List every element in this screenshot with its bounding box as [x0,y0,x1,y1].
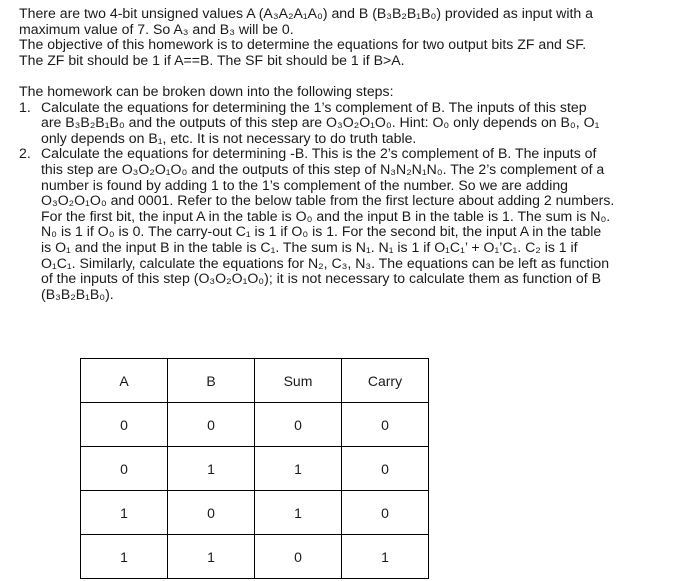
intro-line: The objective of this homework is to determine the equations for two output bits ZF and SF. [19,36,587,53]
table-row [81,403,429,447]
cell-a: 0 [81,403,168,447]
cell-b: 1 [168,535,255,579]
cell-sum: 0 [255,403,342,447]
step-line: of the inputs of this step (O₃O₂O₁O₀); it is not necessary to calculate them as function of B [41,270,601,287]
step-line: this step are O₃O₂O₁O₀ and the outputs of this step of N₃N₂N₁N₀. The 2’s complement of a [41,160,605,177]
step-line: O₃O₂O₁O₀ and 0001. Refer to the below table from the first lecture about adding 2 numbers. [41,192,615,209]
header-b: B [168,359,255,403]
step-line: O₁C₁. Similarly, calculate the equations for N₂, C₃, N₃. The equations can be left as function [41,254,610,271]
cell-a: 1 [81,491,168,535]
step-number: 1. [19,98,31,115]
header-sum: Sum [255,359,342,403]
header-a: A [81,359,168,403]
cell-carry: 0 [342,403,429,447]
cell-b: 0 [168,403,255,447]
cell-sum: 0 [255,535,342,579]
step-item-1 [19,100,679,147]
step-line: Calculate the equations for determining -B. This is the 2’s complement of B. The inputs of [41,145,597,162]
step-item-2 [19,146,679,302]
step-line: For the first bit, the input A in the table is O₀ and the input B in the table is 1. The sum is N₀. [41,207,611,224]
table-row [81,535,429,579]
cell-carry: 0 [342,491,429,535]
steps-intro: The homework can be broken down into the following steps: [19,82,394,99]
cell-b: 1 [168,447,255,491]
cell-sum: 1 [255,447,342,491]
cell-carry: 0 [342,447,429,491]
step-line: only depends on B₁, etc. It is not necessary to do truth table. [41,129,417,146]
cell-a: 0 [81,447,168,491]
intro-line: The ZF bit should be 1 if A==B. The SF bit should be 1 if B>A. [19,51,405,68]
intro-line: maximum value of 7. So A₃ and B₃ will be 0. [19,20,294,37]
intro-paragraph [19,6,679,68]
intro-line: There are two 4-bit unsigned values A (A₃A₂A₁A₀) and B (B₃B₂B₁B₀) provided as input with a [19,5,593,21]
table-row [81,447,429,491]
header-carry: Carry [342,359,429,403]
step-line: are B₃B₂B₁B₀ and the outputs of this step are O₃O₂O₁O₀. Hint: O₀ only depends on B₀, O₁ [41,114,600,131]
step-line: number is found by adding 1 to the 1’s complement of the number. So we are adding [41,176,569,193]
step-number: 2. [19,145,31,162]
step-line: N₀ is 1 if O₀ is 0. The carry-out C₁ is 1 if O₀ is 1. For the second bit, the input A in the table [41,223,602,240]
steps-list [19,100,679,303]
cell-b: 0 [168,491,255,535]
cell-a: 1 [81,535,168,579]
cell-carry: 1 [342,535,429,579]
homework-document [19,6,679,302]
table-row [81,491,429,535]
cell-sum: 1 [255,491,342,535]
step-line: Calculate the equations for determining the 1’s complement of B. The inputs of this step [41,98,587,115]
step-line: is O₁ and the input B in the table is C₁. The sum is N₁. N₁ is 1 if O₁C₁’ + O₁’C₁. C₂ is 1 if [41,238,578,255]
table-header-row [81,359,429,403]
step-line: (B₃B₂B₁B₀). [41,285,114,302]
adder-truth-table [80,358,429,579]
